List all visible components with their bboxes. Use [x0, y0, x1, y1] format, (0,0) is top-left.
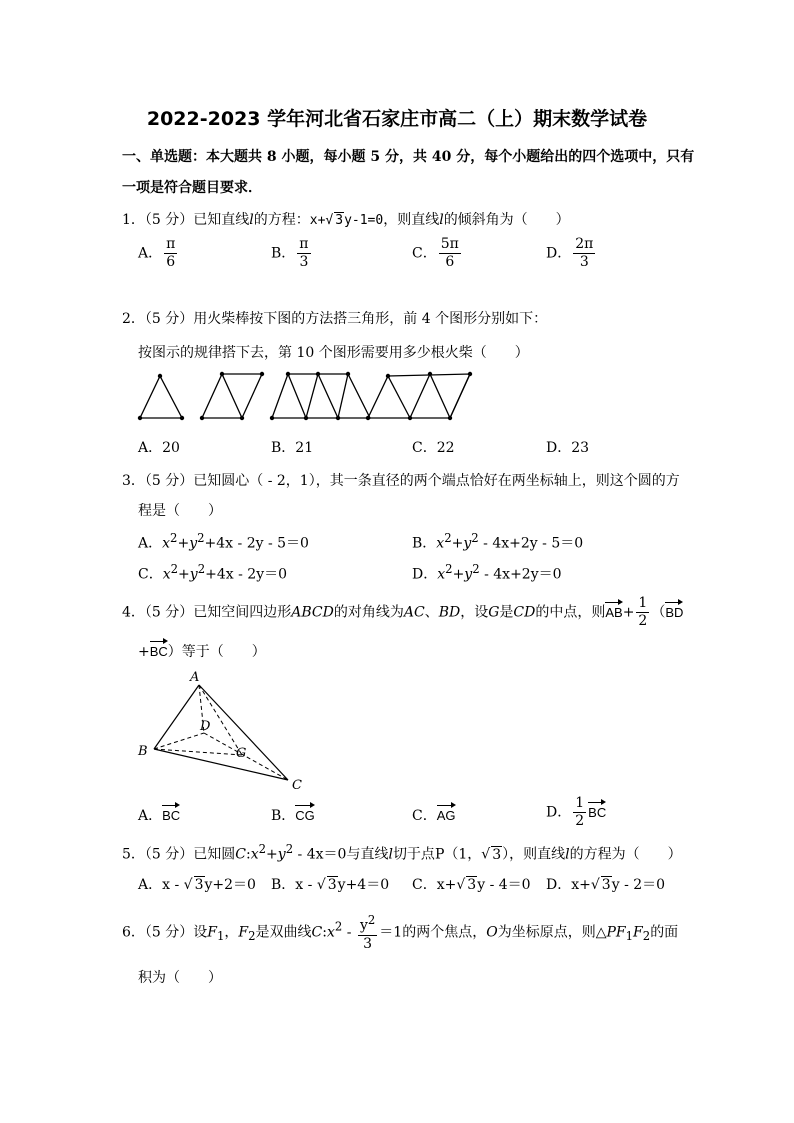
question-1-option-b[interactable]: B． $\frac{\pi}{3}$ — [271, 236, 309, 270]
question-2-option-b[interactable]: B．21 — [271, 440, 314, 456]
question-4-option-a[interactable]: A．BC — [138, 802, 180, 825]
vertex-label-d: D — [200, 719, 211, 734]
question-4-option-c[interactable]: C．AG — [412, 802, 456, 825]
question-3-stem: 3．（5 分）已知圆心（ - 2，1），其一条直径的两个端点恰好在两坐标轴上，则这个圆的方 — [122, 473, 680, 489]
question-2-option-c[interactable]: C．22 — [412, 440, 455, 456]
question-6-stem: 6．（5 分）设$F_1$，$F_2$是双曲线$C:x^2$ - $\frac{y^2}{3}$ ＝1的两个焦点，O为坐标原点，则$\triangle PF_1F_2$的面 — [122, 913, 679, 952]
question-1-option-d[interactable]: D． $\frac{2\pi}{3}$ — [546, 236, 594, 270]
question-3-option-c[interactable]: C．$x^2+y^2+4x - 2y=0$ — [138, 562, 288, 583]
section-heading-line2: 一项是符合题目要求． — [122, 180, 262, 196]
question-3-option-a[interactable]: A．$x^2+y^2+4x - 2y - 5=0$ — [138, 531, 309, 552]
question-3-option-b[interactable]: B．$x^2+y^2 - 4x+2y - 5=0$ — [412, 531, 584, 552]
page-title: 2022-2023 学年河北省石家庄市高二（上）期末数学试卷 — [146, 108, 648, 130]
question-4-stem-2: +BC）等于（ ） — [138, 638, 266, 661]
question-5-option-c[interactable]: C．x+√ 3y - 4＝0 — [412, 877, 531, 893]
figure-1-triangle — [140, 376, 182, 418]
question-2-stem-2: 按图示的规律搭下去，第 10 个图形需要用多少根火柴（ ） — [138, 345, 529, 361]
vertex-label-b: B — [138, 744, 148, 759]
question-5-option-d[interactable]: D．x+√ 3y - 2＝0 — [546, 877, 666, 893]
midpoint-label-g: G — [236, 746, 247, 761]
question-4-option-b[interactable]: B．CG — [271, 802, 315, 825]
question-6-stem-2: 积为（ ） — [138, 970, 222, 986]
question-1-option-c[interactable]: C． $\frac{5\pi}{6}$ — [412, 236, 459, 270]
question-5-option-b[interactable]: B．x - √ 3y+4＝0 — [271, 877, 390, 893]
question-1-stem: 1．（5 分）已知直线l的方程：x+√ 3y-1=0，则直线l的倾斜角为（ ） — [122, 212, 570, 228]
tetrahedron-figure — [130, 665, 320, 795]
question-5-option-a[interactable]: A．x - √ 3y+2＝0 — [138, 877, 256, 893]
figure-4-shape — [368, 374, 470, 418]
vertex-label-c: C — [292, 778, 302, 793]
vertex-label-a: A — [190, 670, 200, 685]
section-heading-line1: 一、单选题：本大题共 8 小题，每小题 5 分，共 40 分，每个小题给出的四个选项中，只有 — [122, 149, 695, 165]
question-2-stem: 2．（5 分）用火柴棒按下图的方法搭三角形，前 4 个图形分别如下： — [122, 311, 548, 327]
question-2-option-a[interactable]: A．20 — [138, 440, 180, 456]
matchstick-triangles-figure — [130, 368, 490, 424]
question-1-option-a[interactable]: A． $\frac{\pi}{6}$ — [138, 236, 176, 270]
question-3-stem-2: 程是（ ） — [138, 503, 222, 519]
question-3-option-d[interactable]: D．$x^2+y^2 - 4x+2y=0$ — [412, 562, 562, 583]
question-5-stem: 5．（5 分）已知圆$C:x^2+y^2 - 4x=0$与直线l切于点P（1，√ 3），则直线l的方程为（ ） — [122, 842, 682, 863]
question-2-option-d[interactable]: D．23 — [546, 440, 590, 456]
question-4-option-d[interactable]: D． $\frac{1}{2}$ BC — [546, 795, 607, 829]
question-4-stem: 4．（5 分）已知空间四边形ABCD的对角线为AC、BD，设G是CD的中点，则AB+ $\frac{1}{2}$ （BD — [122, 595, 684, 629]
